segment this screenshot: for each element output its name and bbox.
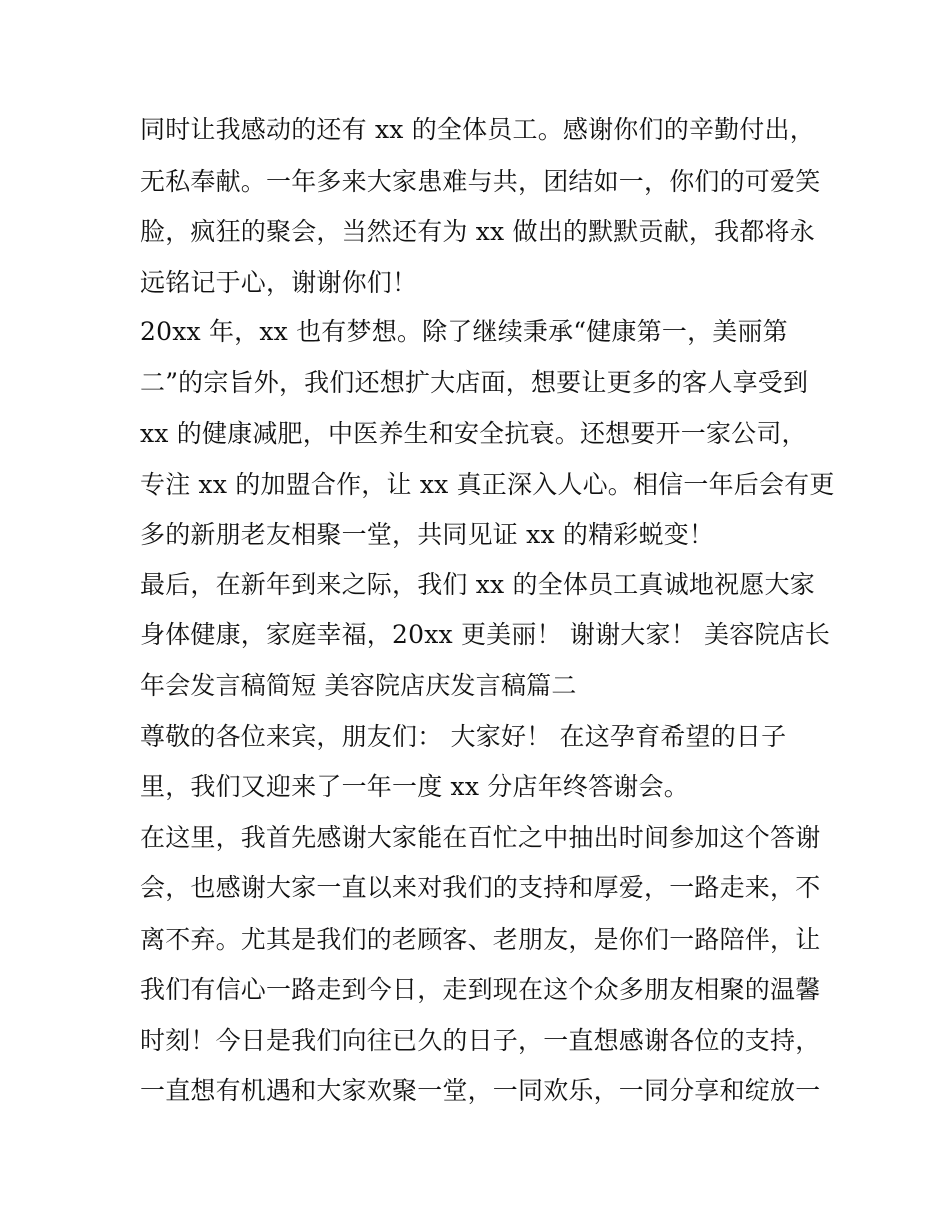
text-line: 尊敬的各位来宾，朋友们： 大家好！ 在这孕育希望的日子 [140,722,787,751]
text-line: 一直想有机遇和大家欢聚一堂，一同欢乐，一同分享和绽放一 [140,1076,821,1105]
text-line: 专注 xx 的加盟合作，让 xx 真正深入人心。相信一年后会有更 [140,470,835,499]
text-line: 20xx 年，xx 也有梦想。除了继续秉承“健康第一，美丽第 [140,317,788,346]
text-line: 同时让我感动的还有 xx 的全体员工。感谢你们的辛勤付出， [140,115,815,144]
text-line: 会，也感谢大家一直以来对我们的支持和厚爱，一路走来，不 [140,873,821,902]
text-line: 时刻！今日是我们向往已久的日子，一直想感谢各位的支持， [140,1026,821,1055]
text-line: 二”的宗旨外，我们还想扩大店面，想要让更多的客人享受到 [140,368,809,397]
text-line: 身体健康，家庭幸福，20xx 更美丽！ 谢谢大家！ 美容院店长 [140,620,831,649]
text-line: 在这里，我首先感谢大家能在百忙之中抽出时间参加这个答谢 [140,823,821,852]
text-line: 年会发言稿简短 美容院店庆发言稿篇二 [140,671,577,700]
text-line: 无私奉献。一年多来大家患难与共，团结如一，你们的可爱笑 [140,167,821,196]
text-line: xx 的健康减肥，中医养生和安全抗衰。还想要开一家公司， [140,419,807,448]
text-line: 远铭记于心，谢谢你们！ [140,268,418,297]
text-line: 脸，疯狂的聚会，当然还有为 xx 做出的默默贡献，我都将永 [140,217,815,246]
text-line: 多的新朋老友相聚一堂，共同见证 xx 的精彩蜕变！ [140,520,715,549]
text-line: 最后，在新年到来之际，我们 xx 的全体员工真诚地祝愿大家 [140,570,815,599]
text-line: 离不弃。尤其是我们的老顾客、老朋友，是你们一路陪伴，让 [140,925,821,954]
text-line: 里，我们又迎来了一年一度 xx 分店年终答谢会。 [140,772,689,801]
text-line: 我们有信心一路走到今日，走到现在这个众多朋友相聚的温馨 [140,975,821,1004]
